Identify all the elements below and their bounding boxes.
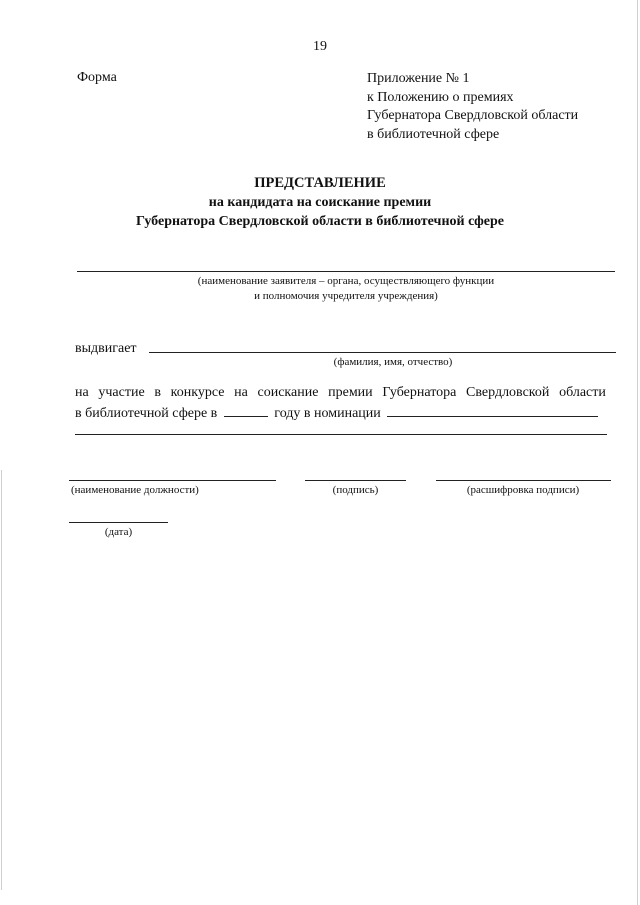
participation-word: Свердловской [466,385,550,400]
nomination-field-line[interactable] [387,404,598,417]
participation-line2-part1: в библиотечной сфере в [75,406,218,421]
participation-text-line-2 [75,404,601,422]
signature-caption: (подпись) [332,484,379,496]
signature-field-line[interactable] [305,480,406,481]
participation-word: в [154,385,161,400]
participation-word: соискание [257,385,319,400]
signature-decoding-field-line[interactable] [436,480,611,481]
participation-text-line-1 [75,385,606,401]
participation-word: премии [328,385,373,400]
applicant-caption-line-1: (наименование заявителя – органа, осуществляющего функции [197,275,495,287]
year-field-line[interactable] [224,404,268,417]
participation-word: конкурсе [170,385,225,400]
participation-word: участие [98,385,145,400]
document-title [0,174,640,231]
nomination-continuation-line[interactable] [75,434,607,435]
page-number: 19 [313,39,327,54]
participation-line2-part2: году в номинации [274,406,381,421]
participation-word: на [75,385,89,400]
date-field-line[interactable] [69,522,168,523]
appendix-line-4: в библиотечной сфере [367,127,500,143]
nominates-label: выдвигает [75,341,137,356]
participation-word: области [559,385,606,400]
title-line-2: на кандидата на соискание премии [208,195,432,210]
applicant-name-field-line[interactable] [77,271,615,272]
form-label: Форма [77,70,117,85]
scan-edge-right [637,0,638,905]
appendix-line-2: к Положению о премиях [367,89,514,105]
applicant-caption-line-2: и полномочия учредителя учреждения) [254,290,438,302]
scan-edge-left [1,470,2,890]
fio-caption: (фамилия, имя, отчество) [333,356,453,368]
appendix-line-1: Приложение № 1 [367,71,470,86]
position-field-line[interactable] [69,480,276,481]
participation-word: Губернатора [382,385,457,400]
position-caption: (наименование должности) [71,484,199,496]
decoding-caption: (расшифровка подписи) [466,484,580,496]
date-caption: (дата) [104,526,133,538]
title-line-3: Губернатора Свердловской области в библиотечной сфере [135,214,505,229]
appendix-line-3: Губернатора Свердловской области [367,108,579,124]
candidate-fio-field-line[interactable] [149,352,616,353]
participation-word: на [234,385,248,400]
title-line-1: ПРЕДСТАВЛЕНИЕ [254,175,386,191]
appendix-block [367,70,578,145]
